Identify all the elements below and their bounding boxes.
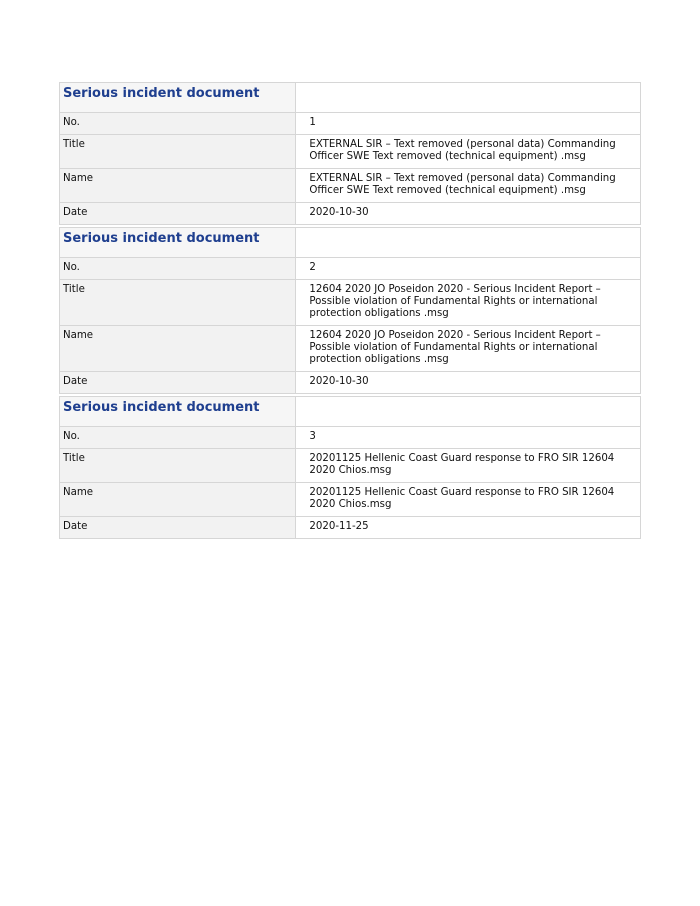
field-label: Date xyxy=(60,372,296,394)
field-value: 12604 2020 JO Poseidon 2020 - Serious Incident Report – Possible violation of Fundamental Rights or international protection obligations .msg xyxy=(296,280,641,326)
table-row-name xyxy=(60,483,641,517)
field-value: 12604 2020 JO Poseidon 2020 - Serious Incident Report – Possible violation of Fundamental Rights or international protection obligations .msg xyxy=(296,326,641,372)
field-label: Date xyxy=(60,517,296,539)
table-row-name xyxy=(60,326,641,372)
field-value: EXTERNAL SIR – Text removed (personal data) Commanding Officer SWE Text removed (technical equipment) .msg xyxy=(296,135,641,169)
field-label: Title xyxy=(60,449,296,483)
document-heading-cell xyxy=(60,83,296,113)
document-header-row xyxy=(60,228,641,258)
document-heading-empty-cell xyxy=(296,228,641,258)
table-row-number xyxy=(60,427,641,449)
field-value: 2020-11-25 xyxy=(296,517,641,539)
field-value: 20201125 Hellenic Coast Guard response to FRO SIR 12604 2020 Chios.msg xyxy=(296,483,641,517)
table-row-date xyxy=(60,517,641,539)
field-value: EXTERNAL SIR – Text removed (personal data) Commanding Officer SWE Text removed (technical equipment) .msg xyxy=(296,169,641,203)
field-label: No. xyxy=(60,113,296,135)
field-value: 20201125 Hellenic Coast Guard response to FRO SIR 12604 2020 Chios.msg xyxy=(296,449,641,483)
field-label: No. xyxy=(60,258,296,280)
field-label: No. xyxy=(60,427,296,449)
field-label: Title xyxy=(60,135,296,169)
incident-documents-table xyxy=(59,82,641,539)
table-row-number xyxy=(60,113,641,135)
table-row-name xyxy=(60,169,641,203)
document-heading-empty-cell xyxy=(296,397,641,427)
table-row-title xyxy=(60,135,641,169)
field-label: Name xyxy=(60,483,296,517)
document-heading: Serious incident document xyxy=(63,231,260,246)
document-header-row xyxy=(60,397,641,427)
field-value: 2 xyxy=(296,258,641,280)
field-label: Name xyxy=(60,326,296,372)
document-heading-empty-cell xyxy=(296,83,641,113)
document-header-row xyxy=(60,83,641,113)
document-heading-cell xyxy=(60,228,296,258)
table-row-date xyxy=(60,372,641,394)
field-value: 3 xyxy=(296,427,641,449)
field-value: 2020-10-30 xyxy=(296,203,641,225)
document-heading: Serious incident document xyxy=(63,400,260,415)
field-label: Date xyxy=(60,203,296,225)
field-label: Name xyxy=(60,169,296,203)
table-row-date xyxy=(60,203,641,225)
document-heading: Serious incident document xyxy=(63,86,260,101)
table-row-title xyxy=(60,449,641,483)
field-value: 1 xyxy=(296,113,641,135)
table-row-title xyxy=(60,280,641,326)
field-label: Title xyxy=(60,280,296,326)
table-row-number xyxy=(60,258,641,280)
document-heading-cell xyxy=(60,397,296,427)
field-value: 2020-10-30 xyxy=(296,372,641,394)
